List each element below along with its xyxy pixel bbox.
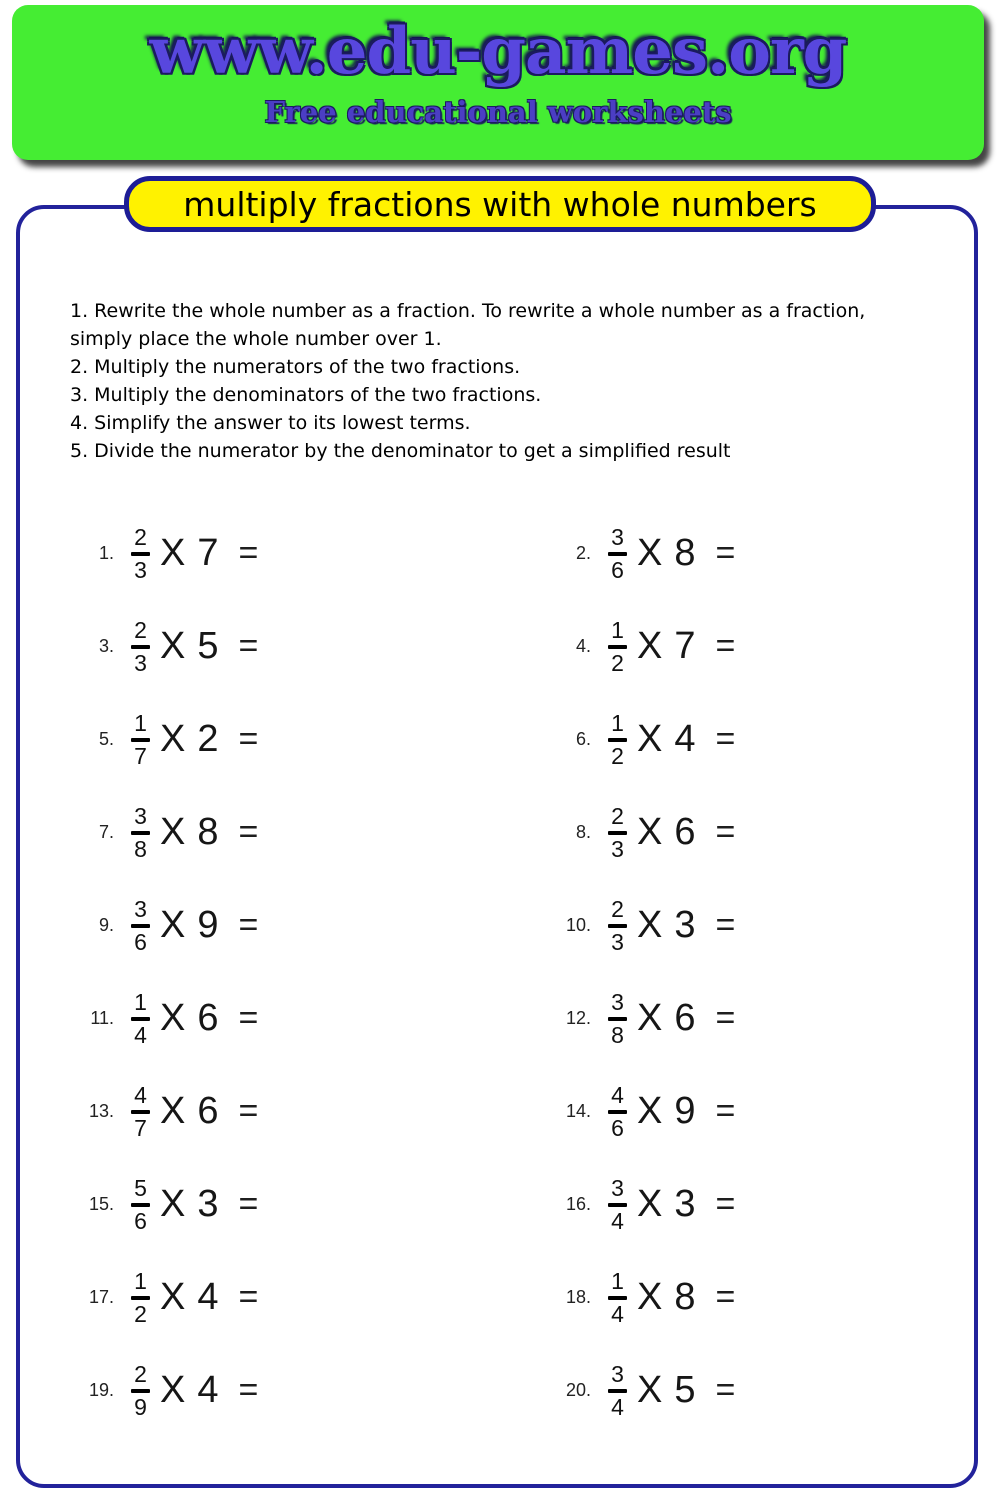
fraction bbox=[608, 1360, 627, 1420]
fraction-denominator: 3 bbox=[611, 835, 624, 862]
fraction bbox=[131, 523, 150, 583]
fraction-denominator: 7 bbox=[134, 742, 147, 769]
instruction-line: 1. Rewrite the whole number as a fraction. To rewrite a whole number as a fraction, bbox=[70, 300, 866, 322]
equals-sign: = bbox=[715, 534, 736, 572]
fraction-numerator: 5 bbox=[134, 1174, 147, 1201]
problem-number: 17. bbox=[88, 1287, 114, 1307]
multiply-sign: X bbox=[160, 997, 186, 1039]
problem-number: 9. bbox=[98, 915, 114, 935]
fraction bbox=[131, 988, 150, 1048]
worksheet-title: multiply fractions with whole numbers bbox=[183, 184, 817, 224]
problem-number: 8. bbox=[575, 822, 591, 842]
fraction-bar bbox=[131, 924, 150, 928]
fraction-numerator: 2 bbox=[134, 616, 147, 643]
fraction-numerator: 1 bbox=[611, 1267, 624, 1294]
multiply-sign: X bbox=[637, 718, 663, 760]
fraction-denominator: 6 bbox=[134, 928, 147, 955]
fraction-bar bbox=[131, 831, 150, 835]
fraction bbox=[131, 1267, 150, 1327]
fraction-denominator: 8 bbox=[134, 835, 147, 862]
fraction-bar bbox=[608, 1203, 627, 1207]
fraction-bar bbox=[131, 1203, 150, 1207]
instruction-line: 3. Multiply the denominators of the two fractions. bbox=[70, 384, 542, 406]
fraction-bar bbox=[608, 924, 627, 928]
fraction-numerator: 3 bbox=[134, 802, 147, 829]
fraction-numerator: 4 bbox=[134, 1081, 147, 1108]
problem-number: 13. bbox=[88, 1101, 114, 1121]
equals-sign: = bbox=[238, 1092, 259, 1130]
equals-sign: = bbox=[715, 1092, 736, 1130]
whole-number: 6 bbox=[674, 997, 696, 1039]
fraction-denominator: 2 bbox=[134, 1300, 147, 1327]
fraction-denominator: 4 bbox=[611, 1393, 624, 1420]
fraction-denominator: 3 bbox=[134, 556, 147, 583]
equals-sign: = bbox=[715, 906, 736, 944]
whole-number: 8 bbox=[674, 532, 696, 574]
fraction-bar bbox=[131, 1110, 150, 1114]
fraction bbox=[608, 1267, 627, 1327]
whole-number: 2 bbox=[197, 718, 219, 760]
equals-sign: = bbox=[715, 813, 736, 851]
problem-number: 5. bbox=[98, 729, 114, 749]
instruction-line: 4. Simplify the answer to its lowest terms. bbox=[70, 412, 471, 434]
problem-number: 2. bbox=[575, 543, 591, 563]
problem-item bbox=[20, 972, 497, 1065]
problem-item bbox=[497, 1158, 974, 1251]
fraction-numerator: 3 bbox=[134, 895, 147, 922]
fraction-denominator: 3 bbox=[134, 649, 147, 676]
whole-number: 6 bbox=[674, 811, 696, 853]
multiply-sign: X bbox=[160, 1276, 186, 1318]
problem-item bbox=[20, 786, 497, 879]
worksheet-body bbox=[16, 205, 978, 1488]
fraction-denominator: 2 bbox=[611, 649, 624, 676]
fraction-denominator: 8 bbox=[611, 1021, 624, 1048]
whole-number: 6 bbox=[197, 1090, 219, 1132]
whole-number: 4 bbox=[197, 1276, 219, 1318]
fraction bbox=[131, 1174, 150, 1234]
whole-number: 8 bbox=[197, 811, 219, 853]
fraction bbox=[608, 802, 627, 862]
problem-item bbox=[497, 1065, 974, 1158]
problem-number: 10. bbox=[565, 915, 591, 935]
whole-number: 7 bbox=[674, 625, 696, 667]
problem-number: 16. bbox=[565, 1194, 591, 1214]
fraction-numerator: 3 bbox=[611, 523, 624, 550]
equals-sign: = bbox=[715, 627, 736, 665]
fraction-bar bbox=[131, 738, 150, 742]
fraction bbox=[131, 616, 150, 676]
whole-number: 9 bbox=[674, 1090, 696, 1132]
fraction-numerator: 2 bbox=[134, 1360, 147, 1387]
fraction bbox=[608, 709, 627, 769]
problem-number: 6. bbox=[575, 729, 591, 749]
whole-number: 3 bbox=[674, 904, 696, 946]
problem-item bbox=[497, 1344, 974, 1437]
problem-item bbox=[20, 879, 497, 972]
fraction bbox=[608, 1081, 627, 1141]
fraction-denominator: 6 bbox=[611, 1114, 624, 1141]
multiply-sign: X bbox=[160, 1369, 186, 1411]
fraction-denominator: 4 bbox=[611, 1300, 624, 1327]
problem-item bbox=[20, 600, 497, 693]
multiply-sign: X bbox=[637, 532, 663, 574]
fraction-denominator: 9 bbox=[134, 1393, 147, 1420]
whole-number: 3 bbox=[197, 1183, 219, 1225]
fraction-denominator: 2 bbox=[611, 742, 624, 769]
fraction bbox=[608, 1174, 627, 1234]
problem-item bbox=[497, 507, 974, 600]
fraction-bar bbox=[608, 1296, 627, 1300]
whole-number: 3 bbox=[674, 1183, 696, 1225]
multiply-sign: X bbox=[160, 625, 186, 667]
problem-number: 18. bbox=[565, 1287, 591, 1307]
multiply-sign: X bbox=[637, 1369, 663, 1411]
fraction-numerator: 1 bbox=[611, 709, 624, 736]
whole-number: 6 bbox=[197, 997, 219, 1039]
problem-number: 3. bbox=[98, 636, 114, 656]
equals-sign: = bbox=[715, 1278, 736, 1316]
whole-number: 8 bbox=[674, 1276, 696, 1318]
multiply-sign: X bbox=[160, 1090, 186, 1132]
equals-sign: = bbox=[715, 720, 736, 758]
fraction-bar bbox=[131, 1017, 150, 1021]
whole-number: 4 bbox=[197, 1369, 219, 1411]
multiply-sign: X bbox=[637, 1183, 663, 1225]
equals-sign: = bbox=[715, 1371, 736, 1409]
problem-item bbox=[497, 786, 974, 879]
equals-sign: = bbox=[715, 1185, 736, 1223]
fraction-denominator: 7 bbox=[134, 1114, 147, 1141]
fraction bbox=[608, 616, 627, 676]
equals-sign: = bbox=[238, 534, 259, 572]
fraction-numerator: 3 bbox=[611, 1360, 624, 1387]
site-title: www.edu-games.org bbox=[149, 14, 847, 89]
equals-sign: = bbox=[238, 1278, 259, 1316]
fraction-numerator: 2 bbox=[134, 523, 147, 550]
problem-number: 14. bbox=[565, 1101, 591, 1121]
fraction-bar bbox=[608, 1389, 627, 1393]
problem-number: 11. bbox=[90, 1008, 114, 1028]
site-banner bbox=[12, 5, 984, 160]
whole-number: 7 bbox=[197, 532, 219, 574]
fraction bbox=[131, 802, 150, 862]
fraction-bar bbox=[608, 831, 627, 835]
instructions-block bbox=[70, 297, 865, 465]
multiply-sign: X bbox=[160, 811, 186, 853]
whole-number: 5 bbox=[197, 625, 219, 667]
whole-number: 9 bbox=[197, 904, 219, 946]
problem-item bbox=[20, 1344, 497, 1437]
worksheet-title-box bbox=[124, 176, 876, 232]
multiply-sign: X bbox=[160, 1183, 186, 1225]
fraction-denominator: 4 bbox=[134, 1021, 147, 1048]
fraction-bar bbox=[131, 645, 150, 649]
fraction-numerator: 4 bbox=[611, 1081, 624, 1108]
fraction-numerator: 1 bbox=[611, 616, 624, 643]
fraction-denominator: 4 bbox=[611, 1207, 624, 1234]
problem-number: 19. bbox=[88, 1380, 114, 1400]
multiply-sign: X bbox=[160, 904, 186, 946]
equals-sign: = bbox=[238, 999, 259, 1037]
fraction-bar bbox=[608, 645, 627, 649]
fraction-bar bbox=[608, 1110, 627, 1114]
problem-number: 1. bbox=[98, 543, 114, 563]
fraction-numerator: 1 bbox=[134, 988, 147, 1015]
whole-number: 5 bbox=[674, 1369, 696, 1411]
fraction bbox=[608, 988, 627, 1048]
fraction-bar bbox=[608, 738, 627, 742]
fraction-bar bbox=[608, 552, 627, 556]
fraction-numerator: 3 bbox=[611, 988, 624, 1015]
fraction-numerator: 2 bbox=[611, 802, 624, 829]
multiply-sign: X bbox=[637, 811, 663, 853]
fraction-numerator: 1 bbox=[134, 1267, 147, 1294]
multiply-sign: X bbox=[637, 904, 663, 946]
equals-sign: = bbox=[238, 720, 259, 758]
site-tagline: Free educational worksheets bbox=[264, 95, 732, 129]
equals-sign: = bbox=[238, 627, 259, 665]
fraction-denominator: 6 bbox=[611, 556, 624, 583]
fraction-bar bbox=[131, 1389, 150, 1393]
multiply-sign: X bbox=[160, 532, 186, 574]
problem-item bbox=[497, 1251, 974, 1344]
equals-sign: = bbox=[238, 1185, 259, 1223]
equals-sign: = bbox=[238, 906, 259, 944]
multiply-sign: X bbox=[637, 1276, 663, 1318]
problem-item bbox=[20, 1158, 497, 1251]
problem-item bbox=[20, 1065, 497, 1158]
problem-item bbox=[20, 507, 497, 600]
problem-number: 7. bbox=[98, 822, 114, 842]
fraction-denominator: 6 bbox=[134, 1207, 147, 1234]
problems-grid bbox=[20, 507, 974, 1437]
fraction bbox=[131, 895, 150, 955]
problem-number: 4. bbox=[575, 636, 591, 656]
fraction-denominator: 3 bbox=[611, 928, 624, 955]
instruction-line: 2. Multiply the numerators of the two fractions. bbox=[70, 356, 521, 378]
multiply-sign: X bbox=[637, 997, 663, 1039]
fraction bbox=[608, 895, 627, 955]
problem-item bbox=[497, 879, 974, 972]
instruction-line: 5. Divide the numerator by the denominator to get a simplified result bbox=[70, 440, 731, 462]
problem-item bbox=[497, 972, 974, 1065]
problem-number: 20. bbox=[565, 1380, 591, 1400]
fraction-numerator: 2 bbox=[611, 895, 624, 922]
multiply-sign: X bbox=[637, 1090, 663, 1132]
fraction bbox=[131, 1360, 150, 1420]
equals-sign: = bbox=[715, 999, 736, 1037]
fraction-bar bbox=[131, 1296, 150, 1300]
problem-number: 12. bbox=[565, 1008, 591, 1028]
fraction bbox=[608, 523, 627, 583]
problem-number: 15. bbox=[88, 1194, 114, 1214]
problem-item bbox=[497, 600, 974, 693]
fraction bbox=[131, 1081, 150, 1141]
equals-sign: = bbox=[238, 813, 259, 851]
fraction-numerator: 1 bbox=[134, 709, 147, 736]
equals-sign: = bbox=[238, 1371, 259, 1409]
problem-item bbox=[497, 693, 974, 786]
fraction-bar bbox=[131, 552, 150, 556]
whole-number: 4 bbox=[674, 718, 696, 760]
multiply-sign: X bbox=[637, 625, 663, 667]
multiply-sign: X bbox=[160, 718, 186, 760]
fraction bbox=[131, 709, 150, 769]
fraction-bar bbox=[608, 1017, 627, 1021]
fraction-numerator: 3 bbox=[611, 1174, 624, 1201]
problem-item bbox=[20, 1251, 497, 1344]
problem-item bbox=[20, 693, 497, 786]
instruction-line: simply place the whole number over 1. bbox=[70, 328, 442, 350]
